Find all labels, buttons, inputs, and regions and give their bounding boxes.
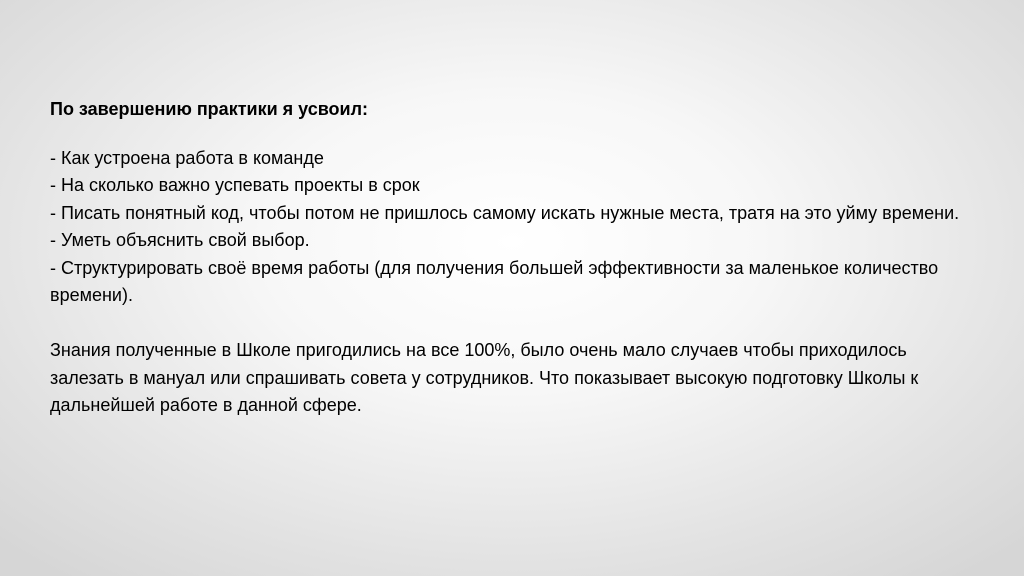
list-item: - Как устроена работа в команде [50, 147, 324, 168]
list-item: - Писать понятный код, чтобы потом не пришлось самому искать нужные места, тратя на это уйму времени. [50, 202, 960, 223]
list-item: - Структурировать своё время работы (для получения большей эффективности за маленькое количество времени). [50, 257, 939, 305]
spacer [50, 310, 970, 338]
slide-heading: По завершению практики я усвоил: [50, 99, 369, 119]
learned-list [50, 145, 970, 310]
slide-content [50, 96, 970, 420]
conclusion-paragraph: Знания полученные в Школе пригодились на все 100%, было очень мало случаев чтобы приходилось залезать в мануал или спрашивать совета у сотрудников. Что показывает высокую подготовку Школы к дальнейшей работе в данной сфере. [50, 340, 919, 415]
list-item: - Уметь объяснить свой выбор. [50, 230, 310, 250]
list-item: - На сколько важно успевать проекты в срок [50, 175, 420, 195]
